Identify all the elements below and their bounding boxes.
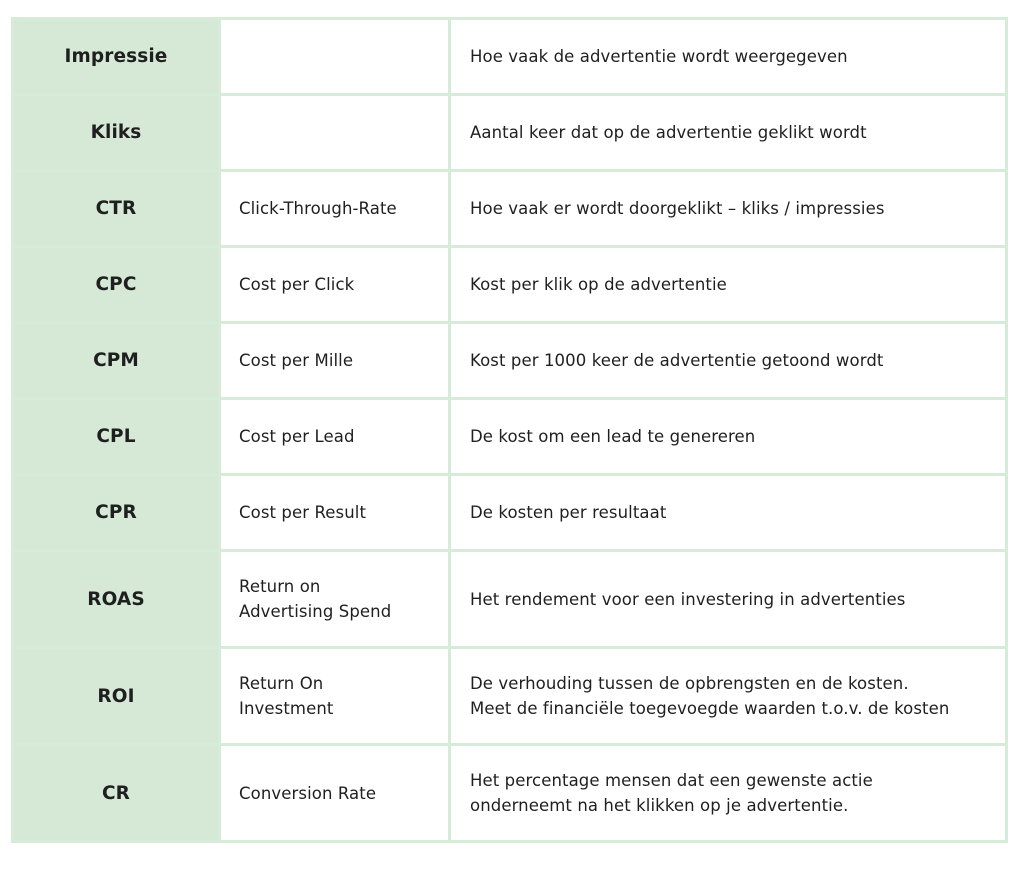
table-row [13,19,1007,95]
metric-description-line: onderneemt na het klikken op je advertentie. [470,796,849,815]
metric-full-name: Cost per Result [220,475,450,551]
table-row [13,171,1007,247]
metric-description: De kosten per resultaat [450,475,1007,551]
metric-abbr: CTR [13,171,220,247]
metric-abbr: Kliks [13,95,220,171]
metric-description: Aantal keer dat op de advertentie geklikt wordt [450,95,1007,171]
metric-description-line: De verhouding tussen de opbrengsten en de kosten. [470,674,909,693]
metric-abbr: CPC [13,247,220,323]
metric-full-name-line: Advertising Spend [239,602,392,621]
table-row [13,399,1007,475]
metric-full-name: Cost per Mille [220,323,450,399]
metric-description-line: Het percentage mensen dat een gewenste actie [470,771,873,790]
metric-description [450,648,1007,745]
metric-full-name [220,648,450,745]
metric-description: Kost per 1000 keer de advertentie getoond wordt [450,323,1007,399]
table-row [13,323,1007,399]
table-row [13,745,1007,842]
metric-description-line: Meet de financiële toegevoegde waarden t.o.v. de kosten [470,699,950,718]
metric-description: Hoe vaak de advertentie wordt weergegeven [450,19,1007,95]
table-row [13,247,1007,323]
metric-description: Kost per klik op de advertentie [450,247,1007,323]
metrics-table-container [11,17,1005,877]
metrics-table [11,17,1008,843]
metric-abbr: CPL [13,399,220,475]
metric-full-name-line: Return On [239,674,324,693]
metric-description [450,745,1007,842]
metric-full-name: Conversion Rate [220,745,450,842]
metric-full-name [220,551,450,648]
metric-full-name [220,19,450,95]
metric-abbr: CPR [13,475,220,551]
metric-full-name: Cost per Click [220,247,450,323]
metric-full-name-line: Investment [239,699,334,718]
metric-full-name-line: Return on [239,577,321,596]
metric-description: De kost om een lead te genereren [450,399,1007,475]
metric-abbr: Impressie [13,19,220,95]
metric-full-name: Click-Through-Rate [220,171,450,247]
table-row [13,551,1007,648]
table-row [13,475,1007,551]
metric-full-name: Cost per Lead [220,399,450,475]
metric-full-name [220,95,450,171]
metric-abbr: CR [13,745,220,842]
metric-abbr: CPM [13,323,220,399]
metric-description: Hoe vaak er wordt doorgeklikt – kliks / impressies [450,171,1007,247]
metric-abbr: ROI [13,648,220,745]
table-row [13,648,1007,745]
table-row [13,95,1007,171]
metric-description: Het rendement voor een investering in advertenties [450,551,1007,648]
metric-abbr: ROAS [13,551,220,648]
